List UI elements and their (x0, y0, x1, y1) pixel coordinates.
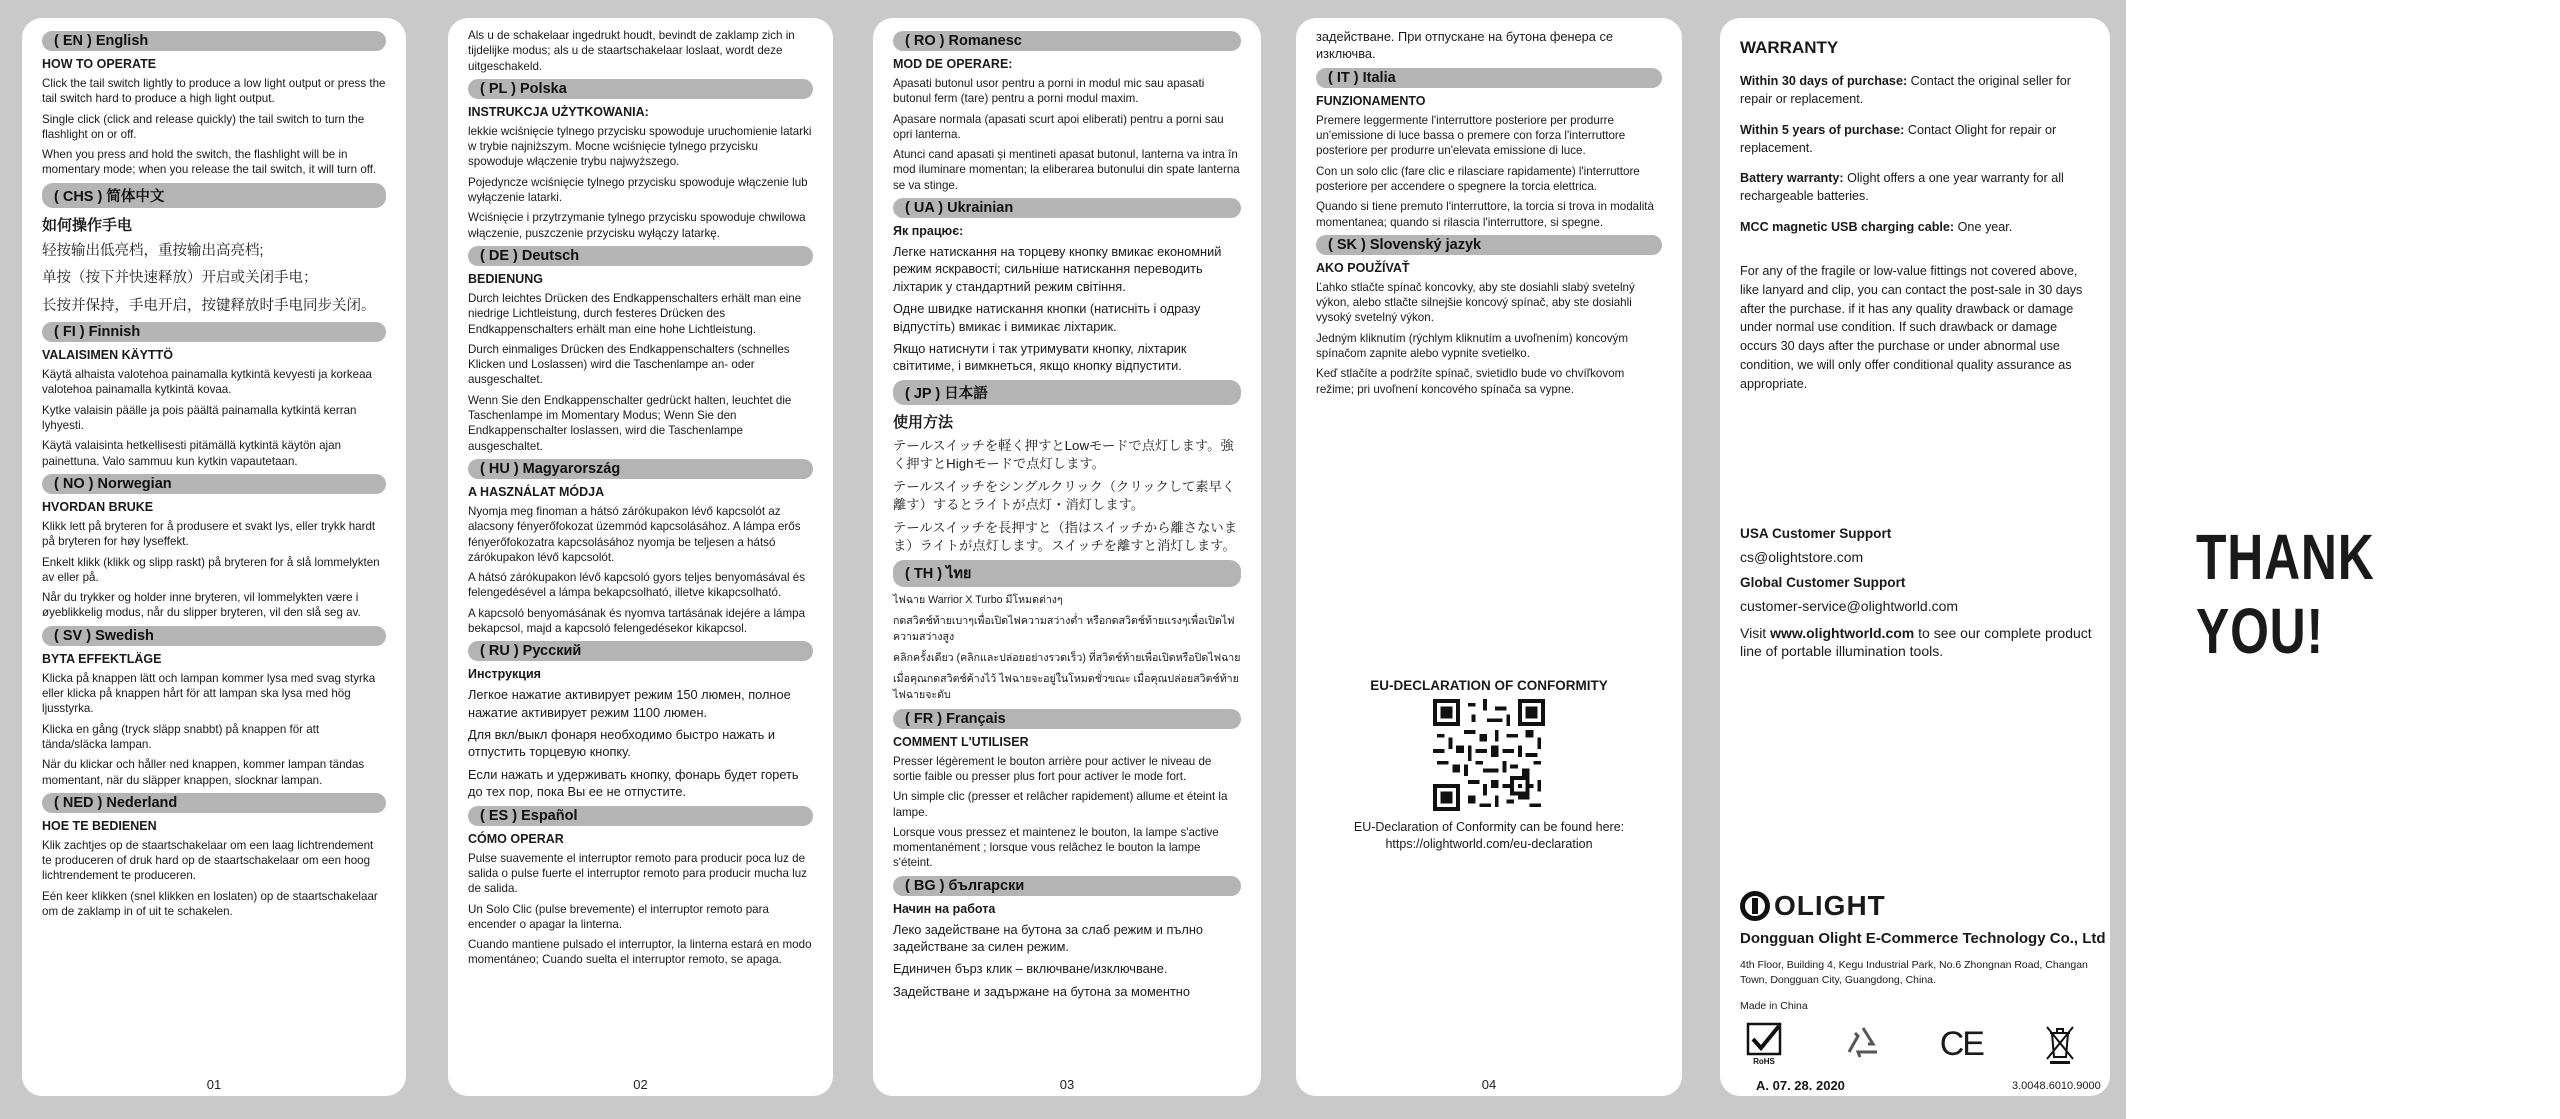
warranty-item (1740, 72, 2090, 109)
made-in: Made in China (1740, 1000, 1808, 1012)
page-number: 03 (1059, 1077, 1075, 1092)
section-title-fi: VALAISIMEN KÄYTTÖ (42, 348, 174, 363)
section-title-it: FUNZIONAMENTO (1316, 93, 1426, 108)
paragraph: Når du trykker og holder inne bryteren, vil lommelykten være i øyeblikkelig modus, når du slipper bryteren, vil den slå seg av. (42, 591, 361, 620)
eu-declaration-text: EU-Declaration of Conformity can be found here: (1353, 820, 1625, 834)
page-number: 04 (1481, 1077, 1497, 1092)
paragraph: Atunci cand apasati și mentineti apasat butonul, lanterna va intra în mod iluminare momentan; la eliberarea butonului din spate lanterna se va stinge. (893, 148, 1240, 192)
warranty-item-label: Within 30 days of purchase: (1740, 74, 1908, 88)
warranty-item-text: Olight offers a one year warranty for all rechargeable batteries. (1740, 171, 2064, 204)
paragraph: Un simple clic (presser et relâcher rapidement) allume et éteint la lampe. (893, 790, 1228, 819)
warranty-title: WARRANTY (1740, 38, 1839, 57)
paragraph: Lorsque vous pressez et maintenez le bouton, la lampe s'active momentanément ; lorsque vous relâchez le bouton la lampe s'éteint. (893, 825, 1219, 870)
warranty-item (1740, 121, 2090, 158)
paragraph: Pojedyncze wciśnięcie tylnego przycisku spowoduje włączenie lub wyłączenie latarki. (468, 175, 808, 205)
paragraph: Presser légèrement le bouton arrière pour activer le niveau de sortie faible ou presser plus fort pour activer le mode fort. (893, 754, 1212, 783)
paragraph: Click the tail switch lightly to produce a low light output or press the tail switch hard to produce a high light output. (42, 77, 386, 106)
paragraph: Cuando mantiene pulsado el interruptor, la linterna estará en modo momentáneo; Cuando suelta el interruptor remoto, se apaga. (468, 938, 812, 967)
paragraph: A kapcsoló benyomásának és nyomva tartásának idejére a lámpa bekapcsol, majd a kapcsoló felengedésekor kikapcsol. (468, 606, 806, 636)
eu-declaration-link[interactable]: https://olightworld.com/eu-declaration (1385, 836, 1593, 851)
section-title-bg: Начин на работа (893, 901, 996, 916)
page-panel-03 (873, 18, 1261, 1096)
section-header-jp: ( JP ) 日本語 (893, 380, 1241, 405)
company-address: 4th Floor, Building 4, Kegu Industrial Park, No.6 Zhongnan Road, Changan Town, Dongguan City, Guangdong, China. (1740, 959, 2088, 987)
logo-text: OLIGHT (1774, 890, 1886, 921)
eu-declaration-title: EU-DECLARATION OF CONFORMITY (1370, 678, 1608, 693)
section-header-ned: ( NED ) Nederland (42, 793, 386, 813)
paragraph: A hátsó zárókupakon lévő kapcsoló gyors teljes benyomásával és felengedésével a lámpa bekapcsolható, illetve kikapcsolható. (468, 571, 806, 600)
rohs-label: RoHS (1753, 1057, 1775, 1066)
section-header-sk: ( SK ) Slovenský jazyk (1316, 235, 1662, 255)
section-header-hu: ( HU ) Magyarország (468, 459, 813, 479)
usa-support-email[interactable]: cs@olightstore.com (1740, 549, 1864, 565)
section-title-hu: A HASZNÁLAT MÓDJA (468, 484, 605, 499)
rohs-check-icon (1742, 1022, 1786, 1066)
section-header-sv: ( SV ) Swedish (42, 626, 386, 646)
recycle-icon (1841, 1022, 1885, 1066)
paragraph: Apasare normala (apasati scurt apoi eliberati) pentru a porni sau opri lanterna. (893, 112, 1224, 141)
section-title-no: HVORDAN BRUKE (42, 499, 154, 514)
paragraph: lekkie wciśnięcie tylnego przycisku spowoduje uruchomienie latarki w trybie najniższym. Mocne wciśnięcie tylnego przycisku spowoduje włączenie trybu najwyższego. (468, 124, 812, 169)
page-panel-02 (448, 18, 833, 1096)
section-header-ru: ( RU ) Русский (468, 641, 813, 661)
paragraph: Леко задействане на бутона за слаб режим и пълно задействане за силен режим. (893, 921, 1204, 955)
document-code: 3.0048.6010.9000 (2012, 1080, 2101, 1092)
visit-suffix: to see our complete product line of portable illumination tools. (1740, 625, 2092, 660)
section-title-sv: BYTA EFFEKTLÄGE (42, 651, 162, 666)
eu-declaration (1296, 678, 1682, 853)
global-support-email[interactable]: customer-service@olightworld.com (1740, 598, 1959, 614)
paragraph: Jedným kliknutím (rýchlym kliknutím a uvoľnením) koncovým spínačom zapnite alebo vypnite svetielko. (1316, 331, 1628, 361)
section-title-pl: INSTRUKCJA UŻYTKOWANIA: (468, 104, 649, 119)
paragraph: Klicka en gång (tryck släpp snabbt) på knappen för att tända/släcka lampan. (42, 722, 320, 751)
section-header-es: ( ES ) Español (468, 806, 813, 826)
paragraph: Единичен бърз клик – включване/изключване. (893, 961, 1168, 977)
paragraph: ไฟฉาย Warrior X Turbo มีโหมดต่างๆ (893, 594, 1063, 607)
page-panel-warranty (1720, 18, 2110, 1096)
paragraph: Eén keer klikken (snel klikken en loslaten) op de staartschakelaar om de zaklamp in of uit te schakelen. (42, 889, 378, 919)
print-date: A. 07. 28. 2020 (1756, 1078, 1845, 1093)
paragraph: 单按（按下并快速释放）开启或关闭手电； (42, 270, 318, 287)
section-header-th: ( TH ) ไทย (893, 560, 1241, 587)
paragraph: Для вкл/выкл фонаря необходимо быстро нажать и отпустить торцевую кнопку. (468, 727, 776, 760)
paragraph: Käytä valaisinta hetkellisesti pitämällä kytkintä käytön ajan painettuna. Valo sammuu kun kytkin vapautetaan. (42, 439, 342, 468)
paragraph: Durch einmaliges Drücken des Endkappenschalters (schnelles Klicken und Loslassen) wird die Taschenlampe an- oder ausgeschaltet. (468, 342, 790, 387)
paragraph: Klikk lett på bryteren for å produsere et svakt lys, eller trykk hardt på bryteren for høy lyseffekt. (42, 519, 376, 549)
page-number: 02 (633, 1077, 648, 1092)
website-link[interactable]: www.olightworld.com (1770, 625, 1915, 641)
warranty-paragraph: For any of the fragile or low-value fittings not covered above, like lanyard and clip, you can contact the post-sale in 30 days after the purchase. if it has any quality drawback or damage under normal use condition. If such drawback or damage occurs 30 days after the purchase or under abnormal use condition, we will only offer conditional quality assurance as appropriate. (1740, 263, 2083, 392)
paragraph: Klicka på knappen lätt och lampan kommer lysa med svag styrka eller klicka på knappen hårt för att lampan ska lysa med hög ljusstyrka. (42, 671, 376, 716)
warranty-item-label: MCC magnetic USB charging cable: (1740, 219, 1955, 234)
page-number: 01 (206, 1077, 222, 1092)
page-panel-thanks (2126, 0, 2560, 1119)
qr-code-icon[interactable] (1433, 699, 1545, 811)
thank-you-heading: THANK YOU! (2196, 521, 2375, 667)
certification-marks (1742, 1022, 2082, 1066)
section-header-fi: ( FI ) Finnish (42, 322, 386, 342)
section-title-jp: 使用方法 (893, 413, 954, 431)
paragraph: Keď stlačíte a podržíte spínač, svietidlo bude vo chvíľkovom režime; pri uvoľnení koncového spínača sa vypne. (1316, 367, 1625, 396)
section-header-chs: ( CHS ) 简体中文 (42, 183, 386, 208)
warranty-item-label: Battery warranty: (1740, 171, 1844, 185)
paragraph: Käytä alhaista valotehoa painamalla kytkintä kevyesti ja korkeaa valotehoa painamalla kytkintä kovaa. (42, 368, 372, 397)
paragraph: テールスイッチを長押すと（指はスイッチから離さないまま）ライトが点灯します。スイッチを離すと消灯します。 (893, 520, 1237, 554)
warranty-item-text: One year. (1954, 219, 2013, 234)
section-header-no: ( NO ) Norwegian (42, 474, 386, 494)
paragraph: คลิกครั้งเดียว (คลิกและปล่อยอย่างรวดเร็ว) ที่สวิตช์ท้ายเพื่อเปิดหรือปิดไฟฉาย (893, 651, 1241, 664)
paragraph: テールスイッチをシングルクリック（クリックして素早く離す）するとライトが点灯・消灯します。 (893, 478, 1236, 513)
paragraph: Nyomja meg finoman a hátsó zárókupakon lévő kapcsolót az alacsony fényerőfokozat üzemmód kapcsolásához. A lámpa erős fényerőfokozatra kapcsolásához nyomja be teljesen a hátsó zárókupakon lévő kapcsolót. (468, 504, 801, 564)
paragraph: Als u de schakelaar ingedrukt houdt, bevindt de zaklamp zich in tijdelijke modus; als u de staartschakelaar loslaat, wordt deze uitgeschakeld. (468, 29, 795, 73)
section-title-chs: 如何操作手电 (42, 216, 133, 234)
visit-text (1740, 624, 2100, 660)
paragraph: Легкое нажатие активирует режим 150 люмен, полное нажатие активирует режим 1100 люмен. (468, 687, 791, 720)
olight-logo (1740, 890, 1886, 922)
paragraph: กดสวิตช์ท้ายเบาๆเพื่อเปิดไฟความสว่างต่ำ หรือกดสวิตช์ท้ายแรงๆเพื่อเปิดไฟความสว่างสูง (893, 615, 1235, 644)
paragraph: เมื่อคุณกดสวิตช์ค้างไว้ ไฟฉายจะอยู่ในโหมดชั่วขณะ เมื่อคุณปล่อยสวิตช์ท้าย ไฟฉายจะดับ (893, 672, 1239, 701)
section-header-de: ( DE ) Deutsch (468, 246, 813, 266)
warranty-item-label: Within 5 years of purchase: (1740, 122, 1905, 137)
customer-support (1740, 526, 2100, 660)
paragraph: Если нажать и удерживать кнопку, фонарь будет гореть до тех пор, пока Вы ее не отпустите. (468, 766, 799, 800)
logo-mark-icon (1740, 891, 1770, 921)
section-title-ru: Инструкция (468, 667, 541, 682)
warranty-item-text: Contact Olight for repair or replacement. (1740, 122, 2057, 155)
paragraph: Single click (click and release quickly) the tail switch to turn the flashlight on or off. (42, 112, 365, 141)
paragraph: Ľahko stlačte spínač koncovky, aby ste dosiahli slabý svetelný výkon, alebo stlačte silnejšie koncový spínač, aby ste dosiahli vysoký svetelný výkon. (1316, 280, 1635, 325)
section-title-fr: COMMENT L'UTILISER (893, 734, 1029, 749)
page-panel-01 (22, 18, 406, 1096)
paragraph: Klik zachtjes op de staartschakelaar om een laag lichtrendement te produceren of druk hard op de staartschakelaar om een hoog lichtrendement te produceren. (42, 838, 374, 883)
paragraph: Легке натискання на торцеву кнопку вмикає економний режим яскравості; сильніше натискання переводить ліхтарик у стандартний режим світіння. (893, 244, 1222, 294)
paragraph: Un Solo Clic (pulse brevemente) el interruptor remoto para encender o apagar la linterna. (468, 902, 769, 931)
section-title-de: BEDIENUNG (468, 271, 544, 286)
paragraph: Con un solo clic (fare clic e rilasciare rapidamente) l'interruttore posteriore per accendere o spegnere la torcia elettrica. (1316, 164, 1640, 193)
section-header-bg: ( BG ) български (893, 876, 1241, 896)
paragraph: Wciśnięcie i przytrzymanie tylnego przycisku spowoduje chwilowa włączenie, puszczenie przycisku wyłączy latarkę. (468, 211, 806, 240)
section-title-en: HOW TO OPERATE (42, 57, 157, 71)
paragraph: Kytke valaisin päälle ja pois päältä painamalla kytkintä kerran lyhyesti. (42, 403, 357, 433)
section-header-ro: ( RO ) Romanesc (893, 31, 1241, 51)
usa-support-label: USA Customer Support (1740, 526, 1892, 541)
section-header-ua: ( UA ) Ukrainian (893, 198, 1241, 218)
section-title-es: CÓMO OPERAR (468, 831, 564, 846)
paragraph: 长按并保持，手电开启，按键释放时手电同步关闭。 (42, 297, 376, 314)
paragraph: Одне швидке натискання кнопки (натисніть і одразу відпустіть) вмикає і вимикає ліхтарик. (893, 301, 1201, 334)
company-name: Dongguan Olight E-Commerce Technology Co., Ltd (1740, 930, 2106, 947)
paragraph: Quando si tiene premuto l'interruttore, la torcia si trova in modalità momentanea; quando si rilascia l'interruttore, si spegne. (1316, 200, 1654, 229)
section-header-en: ( EN ) English (42, 31, 386, 51)
ce-mark-icon: CE (1939, 1024, 1983, 1063)
paragraph: Задействане и задържане на бутона за моментно (893, 983, 1190, 999)
paragraph: When you press and hold the switch, the flashlight will be in momentary mode; when you release the tail switch, it will turn off. (42, 148, 377, 177)
section-header-fr: ( FR ) Français (893, 709, 1241, 729)
section-header-it: ( IT ) Italia (1316, 68, 1662, 88)
paragraph: Enkelt klikk (klikk og slipp raskt) på bryteren for å slå lommelykten av eller på. (42, 555, 380, 584)
global-support-label: Global Customer Support (1740, 575, 1906, 590)
page-panel-04 (1296, 18, 1682, 1096)
section-title-sk: AKO POUŽÍVAŤ (1316, 260, 1410, 275)
warranty-item (1740, 218, 2090, 236)
paragraph: Wenn Sie den Endkappenschalter gedrückt halten, leuchtet die Taschenlampe im Momentary Modus; Wenn Sie den Endkappenschalter loslassen, wird die Taschenlampe ausgeschaltet. (468, 393, 792, 453)
paragraph: 轻按输出低亮档，重按输出高亮档; (42, 242, 264, 259)
paragraph: Apasati butonul usor pentru a porni in modul mic sau apasati butonul ferm (tare) pentru a porni modul maxim. (893, 77, 1205, 106)
paragraph: Якщо натиснути і так утримувати кнопку, ліхтарик світитиме, і вимкнеться, якщо кнопку відпустити. (893, 341, 1187, 374)
section-title-ned: HOE TE BEDIENEN (42, 818, 157, 833)
paragraph: Durch leichtes Drücken des Endkappenschalters erhält man eine niedrige Lichtleistung, durch festeres Drücken des Endkappenschalters erhält man eine hohe Lichtleistung. (468, 291, 802, 336)
warranty-item-text: Contact the original seller for repair or replacement. (1740, 74, 2071, 107)
paragraph: задействане. При отпускане на бутона фенера се изключва. (1316, 29, 1613, 62)
section-header-pl: ( PL ) Polska (468, 79, 813, 99)
section-title-ua: Як працює: (893, 224, 964, 239)
visit-prefix: Visit (1740, 625, 1771, 641)
paragraph: テールスイッチを軽く押すとLowモードで点灯します。強く押すとHighモードで点灯します。 (893, 437, 1234, 471)
paragraph: Pulse suavemente el interruptor remoto para producir poca luz de salida o pulse fuerte el interruptor remoto para producir mucha luz de salida. (468, 851, 807, 896)
weee-bin-icon (2038, 1022, 2082, 1066)
paragraph: Premere leggermente l'interruttore posteriore per produrre un'emissione di luce bassa o premere con forza l'interruttore posteriore per produrre un'elevata emissione di luce. (1316, 113, 1626, 158)
section-title-ro: MOD DE OPERARE: (893, 57, 1013, 71)
warranty-item (1740, 169, 2090, 206)
paragraph: När du klickar och håller ned knappen, kommer lampan tändas momentant, när du släpper knappen, slocknar lampan. (42, 758, 365, 787)
